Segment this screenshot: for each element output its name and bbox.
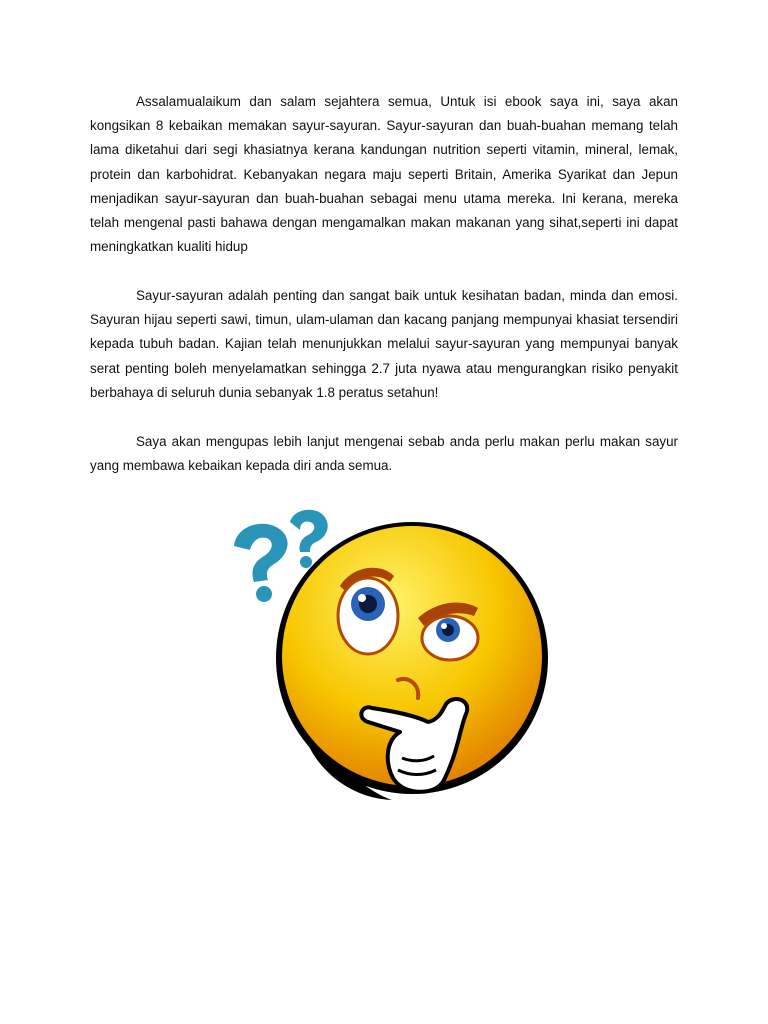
paragraph-intro: Assalamualaikum dan salam sejahtera semua, Untuk isi ebook saya ini, saya akan kongsikan 8 kebaikan memakan sayur-sayuran. Sayur-sayuran dan buah-buahan memang telah lama diketahui dari segi khasiatnya kerana kandungan nutrition seperti vitamin, mineral, lemak, protein dan karbohidrat. Kebanyakan negara maju seperti Britain, Amerika Syarikat dan Jepun menjadikan sayur-sayuran dan buah-buahan sebagai menu utama mereka. Ini kerana, mereka telah mengenal pasti bahawa dengan mengamalkan makan makanan yang sihat,seperti ini dapat meningkatkan kualiti hidup bbox=[90, 94, 678, 255]
paragraph-closing: Saya akan mengupas lebih lanjut mengenai sebab anda perlu makan perlu makan sayur yang membawa kebaikan kepada diri anda semua. bbox=[90, 434, 678, 474]
question-mark-large-icon bbox=[234, 524, 288, 602]
right-eye bbox=[422, 616, 478, 660]
thinking-emoji-icon bbox=[222, 508, 552, 808]
left-eye bbox=[338, 578, 398, 654]
paragraph-benefits: Sayur-sayuran adalah penting dan sangat baik untuk kesihatan badan, minda dan emosi. Sayuran hijau seperti sawi, timun, ulam-ulaman dan kacang panjang mempunyai khasiat tersendiri kepada tubuh badan. Kajian telah menunjukkan melalui sayur-sayuran yang mempunyai banyak serat penting boleh menyelamatkan sehingga 2.7 juta nyawa atau mengurangkan risiko penyakit berbahaya di seluruh dunia sebanyak 1.8 peratus setahun! bbox=[90, 288, 678, 400]
